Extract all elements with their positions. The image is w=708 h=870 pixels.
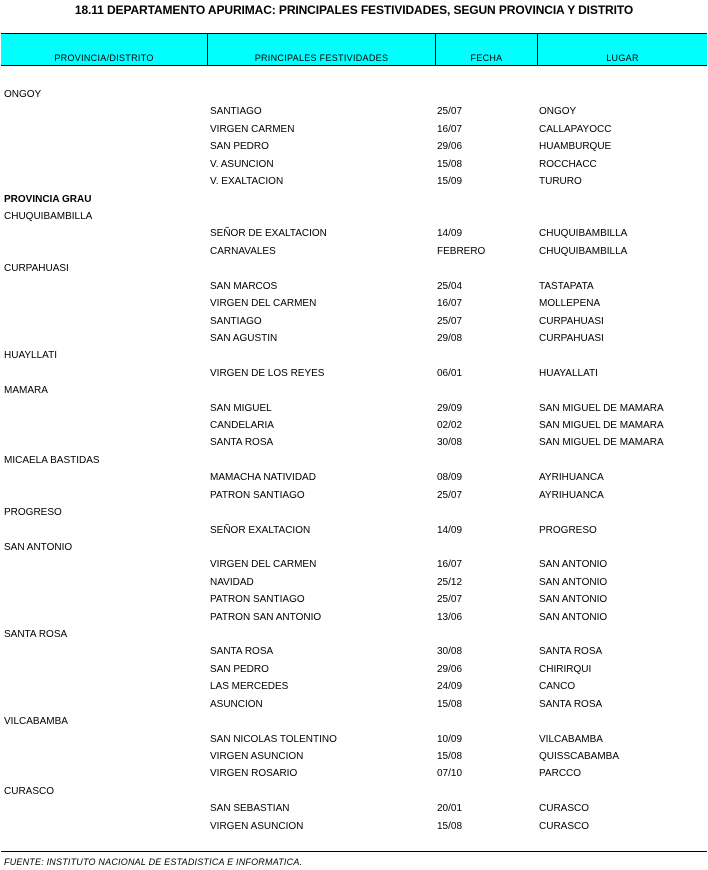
lugar-cell: SAN ANTONIO [539,559,608,571]
fecha-cell: 24/09 [437,681,463,693]
district-name: ONGOY [4,89,42,100]
fecha-cell: 13/06 [437,611,463,623]
province-name: PROVINCIA GRAU [4,193,92,205]
district-row [0,507,708,524]
lugar-cell: QUISSCABAMBA [539,751,620,762]
lugar-cell: SAN MIGUEL DE MAMARA [539,420,664,431]
fecha-cell: 06/01 [437,367,463,379]
festividad-cell: VIRGEN DEL CARMEN [210,298,317,309]
table-row [0,159,708,176]
festividad-cell: SAN NICOLAS TOLENTINO [210,733,337,745]
fecha-cell: 25/07 [437,594,463,606]
district-row [0,716,708,733]
festividad-cell: SAN PEDRO [210,141,269,153]
fecha-cell: 15/08 [437,698,463,710]
table-row [0,577,708,594]
festividad-cell: V. ASUNCION [210,158,274,170]
festividad-cell: NAVIDAD [210,576,254,588]
district-row [0,263,708,280]
lugar-cell: MOLLEPENA [539,298,601,309]
festividad-cell: VIRGEN DE LOS REYES [210,367,325,379]
table-row [0,316,708,333]
fecha-cell: FEBRERO [437,245,486,257]
district-name: SANTA ROSA [4,629,68,640]
festividad-cell: PATRON SANTIAGO [210,489,305,501]
table-row [0,281,708,298]
festividad-cell: CARNAVALES [210,245,276,257]
fecha-cell: 25/07 [437,106,463,118]
festividad-cell: SAN PEDRO [210,663,269,675]
fecha-cell: 10/09 [437,733,463,745]
fecha-cell: 14/09 [437,228,463,240]
district-row [0,350,708,367]
lugar-cell: ONGOY [539,106,577,118]
table-row [0,472,708,489]
lugar-cell: CURPAHUASI [539,332,604,344]
table-row [0,246,708,263]
district-row [0,385,708,402]
lugar-cell: VILCABAMBA [539,733,603,745]
fecha-cell: 14/09 [437,524,463,536]
table-row [0,751,708,768]
lugar-cell: CURPAHUASI [539,315,604,327]
festividad-cell: SAN MIGUEL [210,402,272,414]
lugar-cell: AYRIHUANCA [539,472,604,484]
table-row [0,612,708,629]
lugar-cell: CALLAPAYOCC [539,123,612,135]
festividad-cell: SANTIAGO [210,315,262,327]
festividad-cell: CANDELARIA [210,420,274,431]
district-name: VILCABAMBA [4,716,68,728]
lugar-cell: SANTA ROSA [539,646,603,658]
table-row [0,368,708,385]
table-row [0,664,708,681]
lugar-cell: HUAYALLATI [539,367,598,379]
festividad-cell: VIRGEN ASUNCION [210,820,304,832]
festividad-cell: VIRGEN DEL CARMEN [210,559,317,571]
festividad-cell: SANTA ROSA [210,437,274,449]
lugar-cell: SAN ANTONIO [539,576,608,588]
lugar-cell: SAN MIGUEL DE MAMARA [539,402,664,414]
district-name: CURPAHUASI [4,263,69,275]
district-row [0,629,708,646]
district-name: MICAELA BASTIDAS [4,454,100,466]
district-row [0,211,708,228]
fecha-cell: 16/07 [437,298,463,309]
festividad-cell: SAN MARCOS [210,280,278,292]
fecha-cell: 15/09 [437,176,463,188]
festividad-cell: PATRON SAN ANTONIO [210,611,322,623]
festividad-cell: VIRGEN CARMEN [210,123,295,135]
lugar-cell: CURASCO [539,803,590,815]
lugar-cell: CHUQUIBAMBILLA [539,228,628,240]
district-row [0,455,708,472]
table-row [0,681,708,698]
page-title: 18.11 DEPARTAMENTO APURIMAC: PRINCIPALES FESTIVIDADES, SEGUN PROVINCIA Y DISTRITO [74,3,634,17]
fecha-cell: 25/12 [437,576,463,588]
fecha-cell: 15/08 [437,158,463,170]
table-row [0,525,708,542]
lugar-cell: CANCO [539,681,576,693]
source-note: FUENTE: INSTITUTO NACIONAL DE ESTADISTICA E INFORMATICA. [4,857,303,867]
festividad-cell: V. EXALTACION [210,176,284,188]
lugar-cell: SANTA ROSA [539,698,603,710]
lugar-cell: SAN ANTONIO [539,594,608,606]
table-row [0,490,708,507]
fecha-cell: 15/08 [437,751,463,762]
footer-divider [1,851,707,852]
fecha-cell: 25/04 [437,280,463,292]
table-row [0,768,708,785]
district-row [0,786,708,803]
festividad-cell: SAN AGUSTIN [210,332,278,344]
table-row [0,228,708,245]
festividad-cell: MAMACHA NATIVIDAD [210,472,316,484]
province-row [0,194,708,211]
header-provincia: PROVINCIA/DISTRITO [54,53,154,63]
festividad-cell: SANTIAGO [210,106,262,118]
festividad-cell: SAN SEBASTIAN [210,803,290,815]
table-row [0,803,708,820]
fecha-cell: 30/08 [437,437,463,449]
table-row [0,699,708,716]
district-row [0,89,708,106]
fecha-cell: 20/01 [437,803,463,815]
festividad-cell: VIRGEN ROSARIO [210,768,298,780]
festividad-cell: LAS MERCEDES [210,681,289,693]
table-row [0,437,708,454]
lugar-cell: TASTAPATA [539,280,594,292]
fecha-cell: 16/07 [437,559,463,571]
lugar-cell: CHIRIRQUI [539,663,592,675]
fecha-cell: 16/07 [437,123,463,135]
table-row [0,176,708,193]
lugar-cell: AYRIHUANCA [539,489,604,501]
festividad-cell: ASUNCION [210,698,263,710]
fecha-cell: 29/06 [437,141,463,153]
festividad-cell: SEÑOR DE EXALTACION [210,228,327,240]
district-name: CHUQUIBAMBILLA [4,210,93,222]
table-row [0,403,708,420]
district-name: PROGRESO [4,507,62,519]
festividad-cell: PATRON SANTIAGO [210,594,305,606]
lugar-cell: SAN ANTONIO [539,611,608,623]
district-name: MAMARA [4,385,48,397]
lugar-cell: ROCCHACC [539,158,597,170]
fecha-cell: 25/07 [437,489,463,501]
lugar-cell: TURURO [539,176,582,188]
fecha-cell: 08/09 [437,472,463,484]
table-row [0,646,708,663]
table-row [0,559,708,576]
table-row [0,734,708,751]
header-fecha: FECHA [470,53,503,63]
lugar-cell: CURASCO [539,820,590,832]
lugar-cell: CHUQUIBAMBILLA [539,245,628,257]
table-row [0,141,708,158]
district-name: CURASCO [4,785,55,797]
table-row [0,594,708,611]
table-header [1,33,707,66]
lugar-cell: HUAMBURQUE [539,141,612,153]
header-lugar: LUGAR [606,53,639,63]
district-row [0,542,708,559]
district-name: SAN ANTONIO [4,541,73,553]
fecha-cell: 02/02 [437,420,463,431]
lugar-cell: PARCCO [539,768,582,780]
festividad-cell: VIRGEN ASUNCION [210,751,304,762]
fecha-cell: 29/08 [437,332,463,344]
lugar-cell: PROGRESO [539,524,597,536]
fecha-cell: 29/06 [437,663,463,675]
table-row [0,106,708,123]
fecha-cell: 25/07 [437,315,463,327]
fecha-cell: 07/10 [437,768,463,780]
lugar-cell: SAN MIGUEL DE MAMARA [539,437,664,449]
table-row [0,333,708,350]
fecha-cell: 29/09 [437,402,463,414]
table-row [0,420,708,437]
fecha-cell: 30/08 [437,646,463,658]
fecha-cell: 15/08 [437,820,463,832]
district-name: HUAYLLATI [4,350,57,362]
header-festividades: PRINCIPALES FESTIVIDADES [254,53,389,63]
festividad-cell: SANTA ROSA [210,646,274,658]
table-row [0,124,708,141]
table-row [0,298,708,315]
festividad-cell: SEÑOR EXALTACION [210,524,311,536]
table-row [0,821,708,838]
